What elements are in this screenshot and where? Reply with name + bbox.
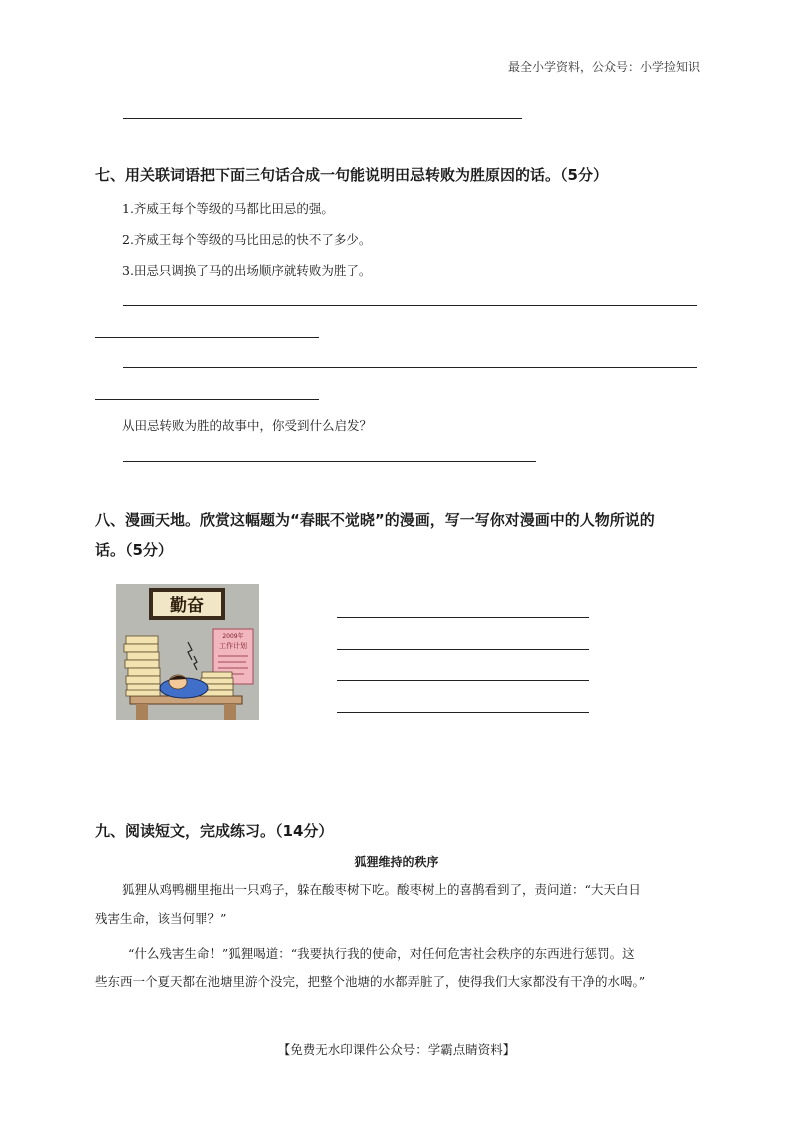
q7-item-1: 1.齐威王每个等级的马都比田忌的强。	[122, 201, 334, 216]
plaque-text: 勤奋	[170, 596, 204, 616]
story-para1-line1: 狐狸从鸡鸭棚里拖出一只鸡子，躲在酸枣树下吃。酸枣树上的喜鹊看到了，责问道：“大天白日	[122, 882, 641, 897]
poster-year: 2009年	[222, 633, 244, 640]
poster-text: 工作计划	[219, 642, 247, 650]
header-note: 最全小学资料，公众号：小学捡知识	[508, 60, 701, 74]
q7-answer-line-2b	[95, 399, 319, 400]
plaque	[149, 588, 225, 620]
answer-line-top	[123, 118, 522, 119]
q7-title: 七、用关联词语把下面三句话合成一句能说明田忌转败为胜原因的话。（5分）	[95, 166, 608, 184]
q7-answer-line-1a	[123, 305, 697, 306]
story-title: 狐狸维持的秩序	[354, 855, 439, 869]
q7-item-2: 2.齐威王每个等级的马比田忌的快不了多少。	[122, 232, 372, 247]
story-para1-line2: 残害生命，该当何罪？”	[95, 911, 227, 926]
q8-title-line1: 八、漫画天地。欣赏这幅题为“春眠不觉晓”的漫画，写一写你对漫画中的人物所说的	[95, 511, 655, 529]
q8-answer-line-2	[337, 649, 589, 650]
comic-illustration	[116, 584, 259, 720]
story-para2-line2: 些东西一个夏天都在池塘里游个没完，把整个池塘的水都弄脏了，使得我们大家都没有干净的水喝。”	[95, 974, 646, 989]
story-para2-line1: “什么残害生命！”狐狸喝道：“我要执行我的使命，对任何危害社会秩序的东西进行惩罚。这	[128, 946, 635, 961]
q7-item-3: 3.田忌只调换了马的出场顺序就转败为胜了。	[122, 263, 372, 278]
q8-answer-line-3	[337, 680, 589, 681]
q7-answer-line-1b	[95, 337, 319, 338]
q7-followup-answer-line	[123, 461, 536, 462]
footer-note: 【免费无水印课件公众号：学霸点睛资料】	[277, 1042, 516, 1057]
q9-title: 九、阅读短文，完成练习。（14分）	[95, 822, 334, 840]
q8-answer-line-4	[337, 712, 589, 713]
q7-answer-line-2a	[123, 367, 697, 368]
q8-title-line2: 话。（5分）	[95, 541, 173, 559]
q8-answer-line-1	[337, 617, 589, 618]
q7-followup: 从田忌转败为胜的故事中，你受到什么启发？	[122, 418, 373, 433]
